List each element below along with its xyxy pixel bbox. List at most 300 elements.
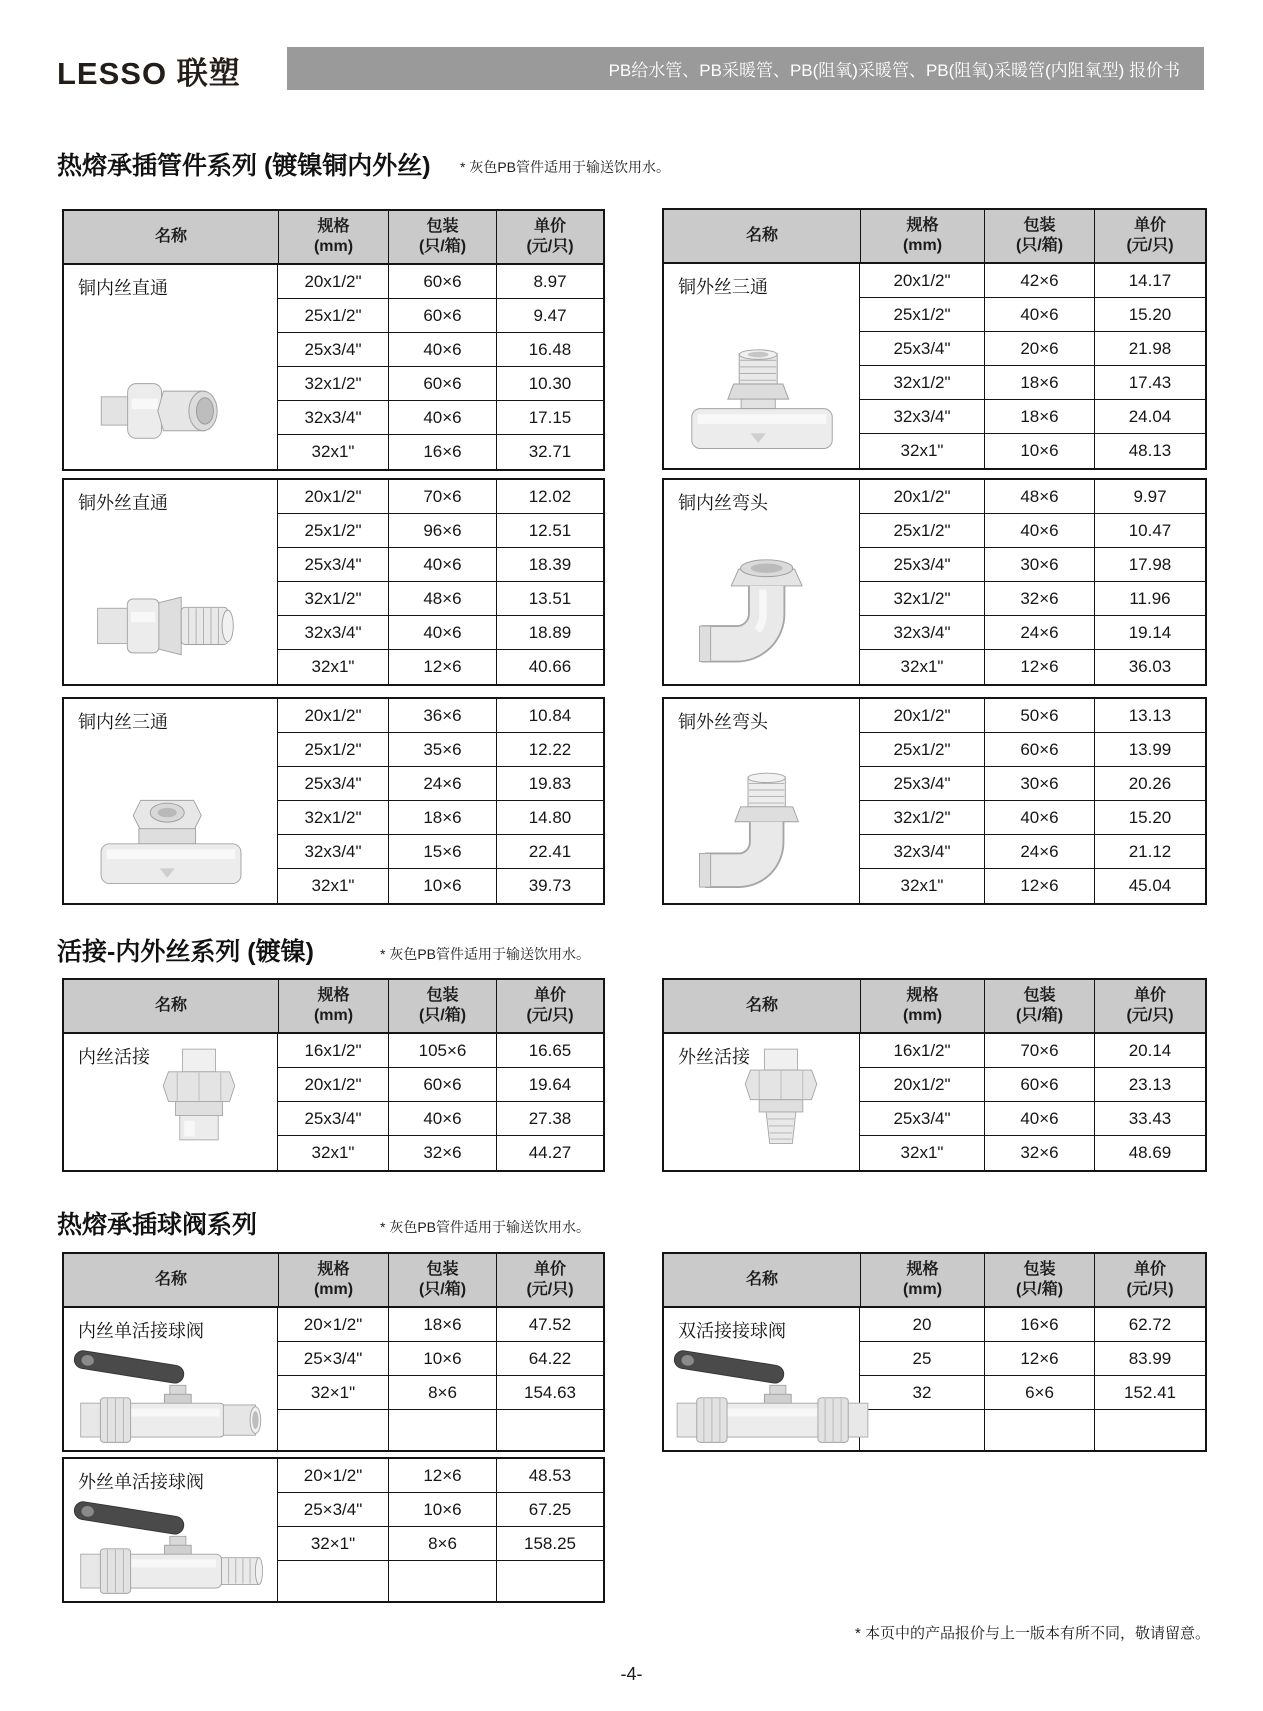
table-rows: [860, 480, 1205, 684]
table-row: [278, 1493, 603, 1527]
pack-cell: 36×6: [388, 699, 496, 732]
product-name: 铜内丝直通: [78, 278, 168, 298]
spec-column-header: 规格 (mm): [278, 211, 388, 263]
pack-column-header: 包装 (只/箱): [388, 211, 496, 263]
pack-cell: 60×6: [388, 1068, 496, 1101]
pack-cell: 12×6: [388, 1459, 496, 1492]
price-cell: [1094, 1410, 1205, 1450]
spec-cell: 25x3/4": [304, 1108, 362, 1128]
pack-cell: 30×6: [984, 767, 1094, 800]
name-column-header: 名称: [154, 228, 187, 245]
table-body: [664, 480, 1205, 684]
pack-cell: [388, 1410, 496, 1450]
pack-cell: 24×6: [388, 767, 496, 800]
pack-cell: 60×6: [984, 733, 1094, 766]
price-cell: 67.25: [496, 1493, 603, 1526]
spec-cell: 32×1": [310, 1533, 356, 1553]
price-cell: 62.72: [1094, 1308, 1205, 1341]
name-column-header: 名称: [745, 1271, 778, 1288]
table-body: [664, 1308, 1205, 1450]
table-header-row: [64, 211, 603, 265]
price-cell: 39.73: [496, 869, 603, 903]
spec-cell: 32x1": [900, 657, 944, 676]
pack-column-header: 包装 (只/箱): [984, 210, 1094, 262]
product-table: [62, 1457, 605, 1603]
footer-revision-note: * 本页中的产品报价与上一版本有所不同，敬请留意。: [854, 1625, 1210, 1642]
table-row: [860, 1136, 1205, 1170]
pack-cell: 16×6: [388, 435, 496, 469]
product-table: [62, 978, 605, 1172]
product-name: 铜外丝弯头: [678, 712, 768, 732]
product-name-cell: [664, 480, 860, 684]
price-cell: 19.83: [496, 767, 603, 800]
spec-cell: 32x3/4": [893, 406, 951, 426]
pack-cell: 60×6: [984, 1068, 1094, 1101]
price-cell: 15.20: [1094, 298, 1205, 331]
price-cell: 10.47: [1094, 514, 1205, 547]
spec-cell: 25x3/4": [893, 554, 951, 574]
product-name: 双活接接球阀: [678, 1321, 786, 1341]
pack-cell: 10×6: [388, 1342, 496, 1375]
table-row: [278, 733, 603, 767]
table-row: [278, 1342, 603, 1376]
price-cell: 9.97: [1094, 480, 1205, 513]
spec-cell: [860, 1410, 984, 1450]
ball-valve-double-icon: [670, 1330, 875, 1446]
spec-cell: 32x1": [311, 876, 355, 895]
price-cell: 21.12: [1094, 835, 1205, 868]
spec-cell: 20x1/2": [304, 1074, 362, 1094]
price-cell: 13.51: [496, 582, 603, 615]
spec-cell: 25x3/4": [893, 773, 951, 793]
spec-cell: 25x1/2": [893, 739, 951, 759]
table-header-row: [64, 980, 603, 1034]
product-name: 内丝活接: [78, 1047, 150, 1067]
ball-valve-female-icon: [70, 1330, 275, 1446]
banner-title-bar: [287, 47, 1204, 90]
spec-cell: 32x1": [311, 1143, 355, 1162]
product-name: 铜内丝弯头: [678, 493, 768, 513]
product-table: [62, 697, 605, 905]
table-header-row: [664, 210, 1205, 264]
product-name-cell: [664, 1308, 860, 1450]
spec-cell: 32x1/2": [304, 588, 362, 608]
pack-cell: 18×6: [984, 366, 1094, 399]
pack-cell: 32×6: [388, 1136, 496, 1170]
pack-cell: 24×6: [984, 835, 1094, 868]
table-row: [860, 869, 1205, 903]
spec-cell: 32x1": [900, 1143, 944, 1162]
spec-column-header: 规格 (mm): [860, 210, 984, 262]
pack-cell: 48×6: [984, 480, 1094, 513]
price-cell: 32.71: [496, 435, 603, 469]
table-row: [860, 332, 1205, 366]
pack-cell: 60×6: [388, 299, 496, 332]
product-name-cell: [664, 264, 860, 468]
table-header-row: [64, 1254, 603, 1308]
table-row: [860, 1410, 1205, 1450]
product-name: 铜外丝直通: [78, 493, 168, 513]
section-note-ball-valves: * 灰色PB管件适用于输送饮用水。: [380, 1219, 591, 1235]
table-row: [860, 548, 1205, 582]
pack-cell: 40×6: [984, 801, 1094, 834]
table-rows: [860, 1034, 1205, 1170]
section-title-fittings: 热熔承插管件系列 (镀镍铜内外丝): [57, 152, 431, 180]
table-row: [860, 366, 1205, 400]
pack-cell: 18×6: [388, 1308, 496, 1341]
spec-cell: [278, 1410, 388, 1450]
table-row: [860, 434, 1205, 468]
spec-column-header: 规格 (mm): [278, 980, 388, 1032]
price-cell: 33.43: [1094, 1102, 1205, 1135]
spec-cell: 32x1/2": [893, 807, 951, 827]
spec-cell: 25x3/4": [893, 1108, 951, 1128]
table-row: [278, 299, 603, 333]
spec-cell: 32x1": [900, 441, 944, 460]
table-rows: [278, 1308, 603, 1450]
pack-column-header: 包装 (只/箱): [388, 1254, 496, 1306]
pack-cell: 40×6: [388, 401, 496, 434]
price-cell: 18.89: [496, 616, 603, 649]
table-row: [278, 835, 603, 869]
spec-cell: 20x1/2": [893, 1074, 951, 1094]
table-row: [860, 699, 1205, 733]
price-cell: 20.14: [1094, 1034, 1205, 1067]
table-row: [278, 1527, 603, 1561]
spec-cell: 25x3/4": [304, 554, 362, 574]
spec-cell: 25x3/4": [304, 773, 362, 793]
price-cell: 9.47: [496, 299, 603, 332]
product-table: [62, 209, 605, 471]
pack-cell: 10×6: [388, 1493, 496, 1526]
table-row: [278, 1308, 603, 1342]
section-note-fittings: * 灰色PB管件适用于输送饮用水。: [460, 159, 671, 175]
product-table: [662, 697, 1207, 905]
banner-title: PB给水管、PB采暖管、PB(阻氧)采暖管、PB(阻氧)采暖管(内阻氧型) 报价书: [608, 61, 1180, 80]
product-name: 内丝单活接球阀: [78, 1321, 204, 1341]
price-cell: 10.30: [496, 367, 603, 400]
product-table: [62, 478, 605, 686]
price-column-header: 单价 (元/只): [496, 1254, 603, 1306]
product-table: [662, 1252, 1207, 1452]
table-row: [278, 435, 603, 469]
pack-cell: 8×6: [388, 1527, 496, 1560]
price-cell: 19.64: [496, 1068, 603, 1101]
pack-cell: 70×6: [388, 480, 496, 513]
spec-cell: 32x3/4": [304, 407, 362, 427]
table-row: [278, 1034, 603, 1068]
pack-cell: 40×6: [984, 298, 1094, 331]
pack-cell: 40×6: [388, 333, 496, 366]
pack-cell: 40×6: [388, 548, 496, 581]
spec-column-header: 规格 (mm): [860, 1254, 984, 1306]
section-note-unions: * 灰色PB管件适用于输送饮用水。: [380, 946, 591, 962]
price-cell: 20.26: [1094, 767, 1205, 800]
table-row: [860, 733, 1205, 767]
price-cell: 10.84: [496, 699, 603, 732]
price-cell: 24.04: [1094, 400, 1205, 433]
table-row: [860, 298, 1205, 332]
table-row: [278, 1376, 603, 1410]
table-rows: [278, 699, 603, 903]
pack-cell: 50×6: [984, 699, 1094, 732]
spec-cell: 25×3/4": [303, 1348, 363, 1368]
coupling-male-icon: [92, 576, 250, 674]
product-table: [662, 478, 1207, 686]
product-name-cell: [64, 1308, 278, 1450]
table-row: [860, 616, 1205, 650]
spec-cell: 32x3/4": [893, 841, 951, 861]
table-rows: [860, 264, 1205, 468]
pack-cell: 12×6: [984, 650, 1094, 684]
product-name-cell: [664, 699, 860, 903]
table-row: [278, 616, 603, 650]
price-cell: 21.98: [1094, 332, 1205, 365]
pack-cell: 32×6: [984, 1136, 1094, 1170]
table-row: [860, 767, 1205, 801]
pack-cell: [984, 1410, 1094, 1450]
product-name: 铜外丝三通: [678, 277, 768, 297]
price-cell: 11.96: [1094, 582, 1205, 615]
table-body: [64, 480, 603, 684]
spec-cell: 32x1": [900, 876, 944, 895]
section-title-ball-valves: 热熔承插球阀系列: [57, 1211, 258, 1239]
table-rows: [278, 265, 603, 469]
product-table: [662, 978, 1207, 1172]
price-cell: 14.17: [1094, 264, 1205, 297]
price-cell: 18.39: [496, 548, 603, 581]
price-cell: 158.25: [496, 1527, 603, 1560]
spec-cell: 25x1/2": [893, 304, 951, 324]
price-cell: 15.20: [1094, 801, 1205, 834]
spec-column-header: 规格 (mm): [278, 1254, 388, 1306]
table-row: [860, 1034, 1205, 1068]
price-cell: 12.22: [496, 733, 603, 766]
price-cell: 17.43: [1094, 366, 1205, 399]
name-column-header: 名称: [745, 227, 778, 244]
table-row: [278, 401, 603, 435]
table-row: [278, 1561, 603, 1601]
table-row: [278, 1136, 603, 1170]
price-cell: 14.80: [496, 801, 603, 834]
table-row: [278, 1410, 603, 1450]
table-row: [278, 367, 603, 401]
price-column-header: 单价 (元/只): [496, 980, 603, 1032]
spec-cell: 20x1/2": [304, 271, 362, 291]
spec-cell: 25x1/2": [304, 739, 362, 759]
spec-cell: 20x1/2": [304, 486, 362, 506]
table-rows: [278, 1459, 603, 1601]
name-column-header: 名称: [154, 997, 187, 1014]
pack-cell: 10×6: [388, 869, 496, 903]
product-name-cell: [64, 699, 278, 903]
pack-cell: 6×6: [984, 1376, 1094, 1409]
price-column-header: 单价 (元/只): [1094, 980, 1205, 1032]
spec-cell: 25x1/2": [893, 520, 951, 540]
table-header-row: [664, 980, 1205, 1034]
price-cell: 27.38: [496, 1102, 603, 1135]
pack-cell: 30×6: [984, 548, 1094, 581]
table-rows: [860, 1308, 1205, 1450]
pack-cell: 10×6: [984, 434, 1094, 468]
price-cell: 36.03: [1094, 650, 1205, 684]
table-row: [278, 801, 603, 835]
product-name: 外丝单活接球阀: [78, 1472, 204, 1492]
price-cell: 13.13: [1094, 699, 1205, 732]
price-cell: 16.48: [496, 333, 603, 366]
table-row: [278, 1068, 603, 1102]
table-row: [278, 480, 603, 514]
table-row: [860, 1376, 1205, 1410]
pack-cell: 32×6: [984, 582, 1094, 615]
spec-cell: 25x1/2": [304, 520, 362, 540]
spec-cell: 20x1/2": [893, 705, 951, 725]
table-header-row: [664, 1254, 1205, 1308]
table-row: [278, 1102, 603, 1136]
spec-cell: 32: [912, 1382, 932, 1402]
spec-cell: [278, 1561, 388, 1601]
pack-cell: 24×6: [984, 616, 1094, 649]
table-row: [860, 835, 1205, 869]
pack-cell: 96×6: [388, 514, 496, 547]
price-column-header: 单价 (元/只): [1094, 210, 1205, 262]
tee-female-icon: [95, 789, 247, 893]
spec-cell: 25x3/4": [304, 339, 362, 359]
spec-cell: 20: [912, 1314, 932, 1334]
product-name: 铜内丝三通: [78, 712, 168, 732]
table-rows: [278, 1034, 603, 1170]
table-body: [64, 699, 603, 903]
table-row: [860, 1342, 1205, 1376]
table-row: [860, 514, 1205, 548]
table-row: [278, 1459, 603, 1493]
spec-cell: 32x1/2": [893, 588, 951, 608]
price-cell: [496, 1410, 603, 1450]
table-row: [860, 264, 1205, 298]
table-row: [278, 699, 603, 733]
pack-column-header: 包装 (只/箱): [984, 1254, 1094, 1306]
spec-cell: 20×1/2": [303, 1465, 363, 1485]
table-body: [64, 265, 603, 469]
spec-cell: 20x1/2": [893, 486, 951, 506]
table-row: [860, 1308, 1205, 1342]
spec-column-header: 规格 (mm): [860, 980, 984, 1032]
section-title-unions: 活接-内外丝系列 (镀镍): [57, 938, 314, 966]
price-cell: [496, 1561, 603, 1601]
spec-cell: 25x3/4": [893, 338, 951, 358]
spec-cell: 32x1/2": [893, 372, 951, 392]
pack-cell: 16×6: [984, 1308, 1094, 1341]
pack-cell: 35×6: [388, 733, 496, 766]
table-row: [278, 333, 603, 367]
price-cell: 48.69: [1094, 1136, 1205, 1170]
price-cell: 47.52: [496, 1308, 603, 1341]
elbow-female-icon: [692, 552, 832, 674]
spec-cell: 25x1/2": [304, 305, 362, 325]
table-body: [664, 699, 1205, 903]
pack-cell: 48×6: [388, 582, 496, 615]
spec-cell: 25: [912, 1348, 932, 1368]
product-name-cell: [64, 265, 278, 469]
pack-cell: 18×6: [984, 400, 1094, 433]
pack-cell: 15×6: [388, 835, 496, 868]
pack-cell: 40×6: [388, 1102, 496, 1135]
pack-column-header: 包装 (只/箱): [388, 980, 496, 1032]
page-number: -4-: [620, 1664, 643, 1684]
union-male-icon: [733, 1044, 829, 1152]
price-cell: 17.15: [496, 401, 603, 434]
price-cell: 12.51: [496, 514, 603, 547]
spec-cell: 32x1": [311, 657, 355, 676]
table-rows: [860, 699, 1205, 903]
product-table: [62, 1252, 605, 1452]
spec-cell: 20×1/2": [303, 1314, 363, 1334]
pack-column-header: 包装 (只/箱): [984, 980, 1094, 1032]
price-cell: 64.22: [496, 1342, 603, 1375]
price-cell: 45.04: [1094, 869, 1205, 903]
spec-cell: 32x3/4": [893, 622, 951, 642]
spec-cell: 16x1/2": [893, 1040, 951, 1060]
price-column-header: 单价 (元/只): [496, 211, 603, 263]
table-row: [860, 1068, 1205, 1102]
spec-cell: 32x1/2": [304, 373, 362, 393]
table-body: [64, 1308, 603, 1450]
pack-cell: 40×6: [388, 616, 496, 649]
spec-cell: 25×3/4": [303, 1499, 363, 1519]
price-cell: 8.97: [496, 265, 603, 298]
tee-male-icon: [686, 346, 838, 458]
pack-cell: 70×6: [984, 1034, 1094, 1067]
spec-cell: 20x1/2": [304, 705, 362, 725]
pack-cell: 60×6: [388, 265, 496, 298]
product-name-cell: [64, 1034, 278, 1170]
table-body: [664, 1034, 1205, 1170]
pack-cell: 12×6: [388, 650, 496, 684]
spec-cell: 32x3/4": [304, 622, 362, 642]
table-row: [860, 582, 1205, 616]
pack-cell: 40×6: [984, 514, 1094, 547]
spec-cell: 32x3/4": [304, 841, 362, 861]
spec-cell: 16x1/2": [304, 1040, 362, 1060]
pack-cell: 20×6: [984, 332, 1094, 365]
pack-cell: 40×6: [984, 1102, 1094, 1135]
table-row: [860, 650, 1205, 684]
table-rows: [278, 480, 603, 684]
spec-cell: 20x1/2": [893, 270, 951, 290]
price-cell: 17.98: [1094, 548, 1205, 581]
name-column-header: 名称: [745, 997, 778, 1014]
table-row: [860, 480, 1205, 514]
pack-cell: 42×6: [984, 264, 1094, 297]
pack-cell: 12×6: [984, 869, 1094, 903]
price-cell: 152.41: [1094, 1376, 1205, 1409]
product-table: [662, 208, 1207, 470]
ball-valve-male-icon: [70, 1481, 275, 1597]
table-row: [278, 548, 603, 582]
table-body: [664, 264, 1205, 468]
elbow-male-icon: [692, 771, 832, 893]
pack-cell: 12×6: [984, 1342, 1094, 1375]
pack-cell: 18×6: [388, 801, 496, 834]
price-cell: 83.99: [1094, 1342, 1205, 1375]
spec-cell: 32x1": [311, 442, 355, 461]
price-cell: 22.41: [496, 835, 603, 868]
lesso-logo: LESSO 联塑: [57, 56, 241, 91]
price-cell: 48.13: [1094, 434, 1205, 468]
price-cell: 48.53: [496, 1459, 603, 1492]
price-cell: 16.65: [496, 1034, 603, 1067]
pack-cell: 105×6: [388, 1034, 496, 1067]
